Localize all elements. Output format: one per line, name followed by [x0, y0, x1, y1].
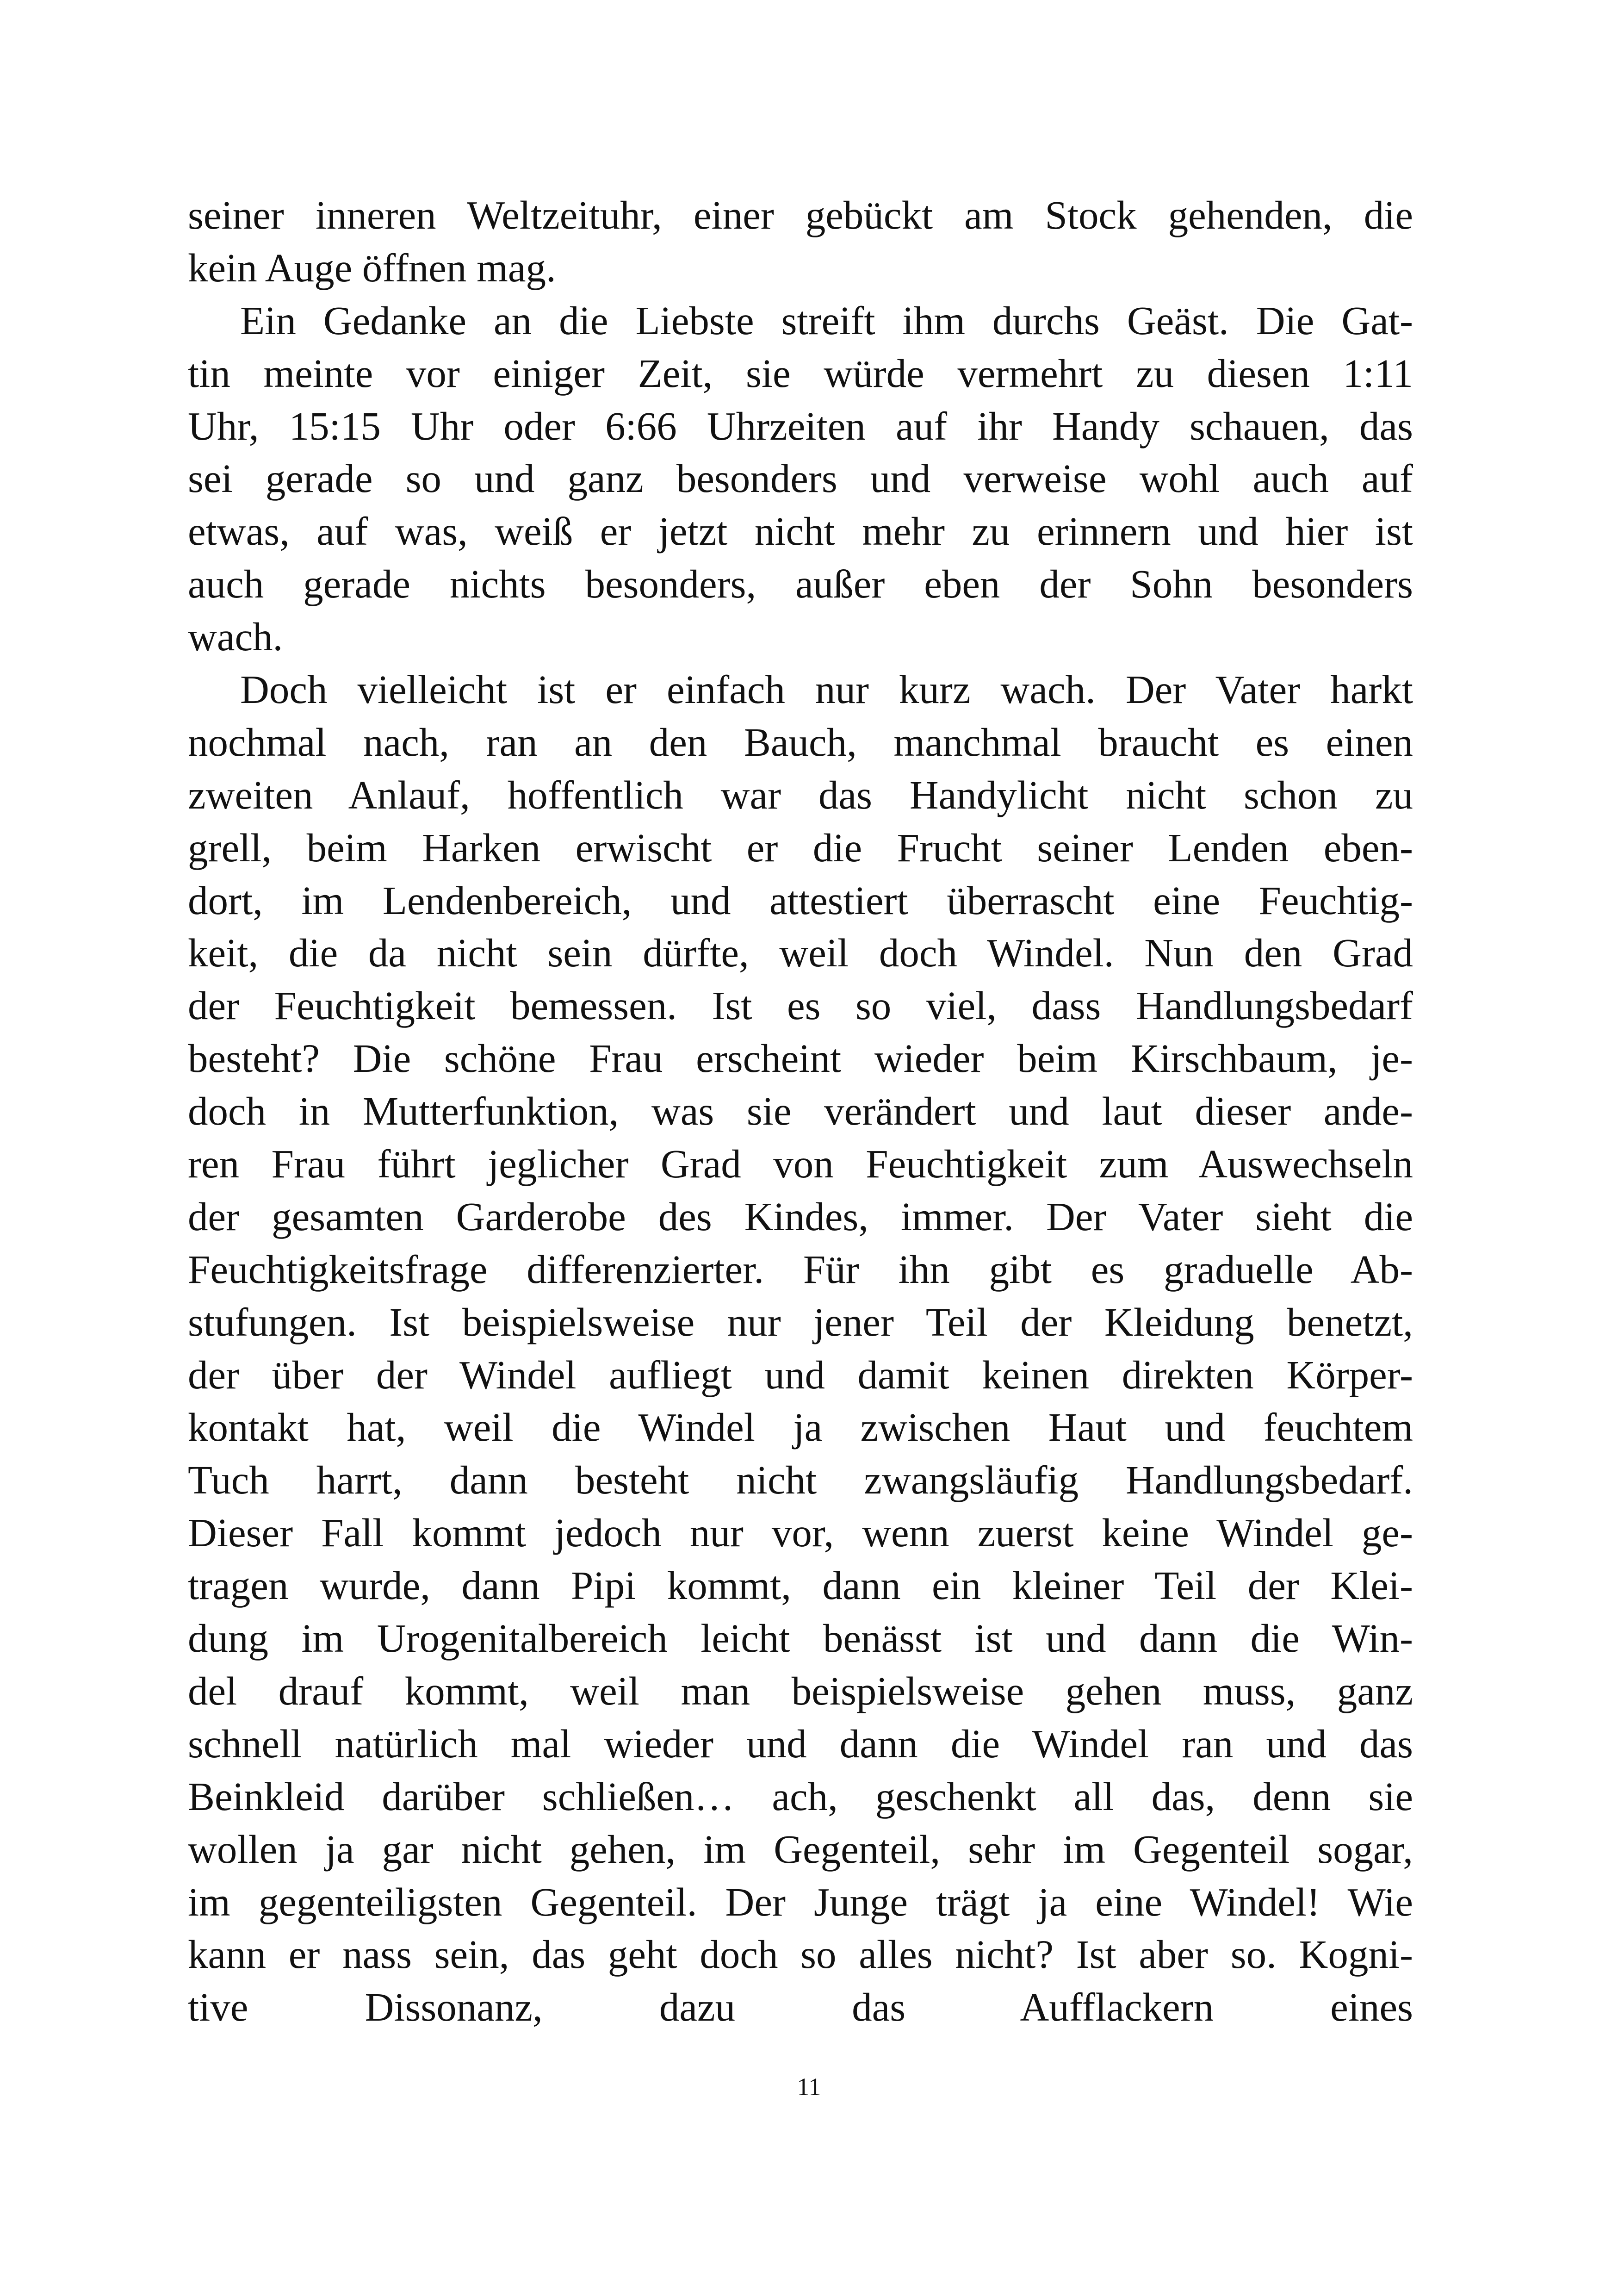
- text-line: tin meinte vor einiger Zeit, sie würde vermehrt zu diesen 1:11: [188, 350, 1413, 396]
- text-line: Tuch harrt, dann besteht nicht zwangsläufig Handlungsbedarf.: [188, 1457, 1413, 1503]
- text-line: nochmal nach, ran an den Bauch, manchmal braucht es einen: [188, 719, 1413, 765]
- text-line: seiner inneren Weltzeituhr, einer gebückt am Stock gehenden, die: [188, 193, 1413, 237]
- text-line: etwas, auf was, weiß er jetzt nicht mehr zu erinnern und hier ist: [188, 509, 1413, 554]
- text-line: doch in Mutterfunktion, was sie verändert und laut dieser ande-: [188, 1089, 1413, 1134]
- text-line: kann er nass sein, das geht doch so alles nicht? Ist aber so. Kogni-: [188, 1932, 1413, 1977]
- text-line: besteht? Die schöne Frau erscheint wieder beim Kirschbaum, je-: [188, 1036, 1413, 1081]
- paragraph: [188, 189, 1413, 294]
- text-line: Dieser Fall kommt jedoch nur vor, wenn zuerst keine Windel ge-: [188, 1510, 1413, 1556]
- text-line: dung im Urogenitalbereich leicht benässt ist und dann die Win-: [188, 1616, 1413, 1661]
- text-line: kein Auge öffnen mag.: [188, 245, 556, 290]
- text-line: Beinkleid darüber schließen… ach, geschenkt all das, denn sie: [188, 1773, 1413, 1819]
- text-line: wollen ja gar nicht gehen, im Gegenteil, sehr im Gegenteil sogar,: [188, 1826, 1413, 1872]
- paragraph: [188, 294, 1413, 663]
- text-line: ren Frau führt jeglicher Grad von Feuchtigkeit zum Auswechseln: [188, 1141, 1413, 1187]
- text-line: der Feuchtigkeit bemessen. Ist es so viel, dass Handlungsbedarf: [188, 983, 1413, 1028]
- text-line: kontakt hat, weil die Windel ja zwischen Haut und feuchtem: [188, 1405, 1413, 1450]
- text-line: tive Dissonanz, dazu das Aufflackern eines: [188, 1985, 1413, 2030]
- body-text: [188, 189, 1413, 2034]
- text-line: tragen wurde, dann Pipi kommt, dann ein kleiner Teil der Klei-: [188, 1563, 1413, 1608]
- text-line: der über der Windel aufliegt und damit keinen direkten Körper-: [188, 1352, 1413, 1397]
- text-line: grell, beim Harken erwischt er die Frucht seiner Lenden eben-: [188, 825, 1413, 870]
- text-line: del drauf kommt, weil man beispielsweise gehen muss, ganz: [188, 1668, 1413, 1713]
- text-line: zweiten Anlauf, hoffentlich war das Handylicht nicht schon zu: [188, 772, 1413, 817]
- text-line: im gegenteiligsten Gegenteil. Der Junge trägt ja eine Windel! Wie: [188, 1879, 1413, 1924]
- page-number: 11: [797, 2073, 821, 2101]
- text-line: Doch vielleicht ist er einfach nur kurz wach. Der Vater harkt: [240, 667, 1413, 712]
- paragraph: [188, 663, 1413, 2034]
- text-line: Uhr, 15:15 Uhr oder 6:66 Uhrzeiten auf ihr Handy schauen, das: [188, 403, 1413, 448]
- text-line: Ein Gedanke an die Liebste streift ihm durchs Geäst. Die Gat-: [240, 298, 1413, 343]
- text-line: auch gerade nichts besonders, außer eben der Sohn besonders: [188, 561, 1413, 607]
- text-line: dort, im Lendenbereich, und attestiert überrascht eine Feuchtig-: [188, 877, 1413, 923]
- text-line: Feuchtigkeitsfrage differenzierter. Für ihn gibt es graduelle Ab-: [188, 1246, 1413, 1292]
- text-line: stufungen. Ist beispielsweise nur jener Teil der Kleidung benetzt,: [188, 1299, 1413, 1344]
- text-line: der gesamten Garderobe des Kindes, immer. Der Vater sieht die: [188, 1194, 1413, 1239]
- text-line: wach.: [188, 614, 283, 660]
- text-line: sei gerade so und ganz besonders und verweise wohl auch auf: [188, 456, 1413, 501]
- text-line: keit, die da nicht sein dürfte, weil doch Windel. Nun den Grad: [188, 930, 1413, 976]
- text-line: schnell natürlich mal wieder und dann die Windel ran und das: [188, 1721, 1413, 1766]
